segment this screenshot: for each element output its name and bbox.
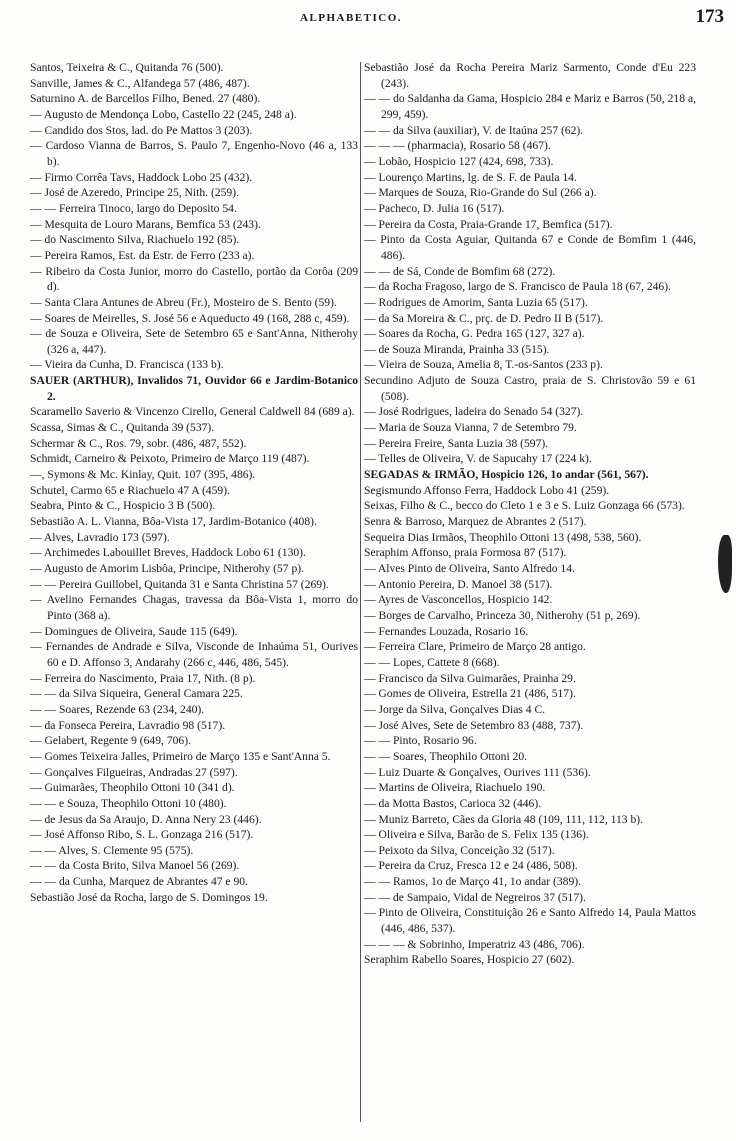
directory-entry: — Vieira de Souza, Amelia 8, T.-os-Santos (233 p).	[364, 358, 603, 372]
directory-entry: — Ribeiro da Costa Junior, morro do Castello, portão da Corôa (209 d).	[30, 264, 358, 294]
directory-entry: — Telles de Oliveira, V. de Sapucahy 17 (224 k).	[364, 452, 592, 466]
directory-entry: — — Ferreira Tinoco, largo do Deposito 54.	[30, 201, 237, 215]
directory-entry: — Santa Clara Antunes de Abreu (Fr.), Mosteiro de S. Bento (59).	[30, 295, 337, 309]
page-header	[0, 6, 736, 32]
column-divider	[360, 62, 361, 1122]
directory-entry: — Oliveira e Silva, Barão de S. Felix 135 (136).	[364, 828, 589, 842]
directory-entry: — — Ramos, 1o de Março 41, 1o andar (389).	[364, 875, 582, 889]
directory-entry: — — Soares, Theophilo Ottoni 20.	[364, 749, 528, 763]
directory-entry: — Domingues de Oliveira, Saude 115 (649).	[30, 624, 238, 638]
directory-entry: — Cardoso Vianna de Barros, S. Paulo 7, Engenho-Novo (46 a, 133 b).	[30, 139, 358, 168]
directory-entry: — Pacheco, D. Julia 16 (517).	[364, 201, 505, 215]
directory-entry: — da Sa Moreira & C., prç. de D. Pedro II B (517).	[364, 311, 604, 325]
directory-entry: — Pereira Ramos, Est. da Estr. de Ferro (233 a).	[30, 248, 255, 262]
directory-entry: — de Souza Miranda, Prainha 33 (515).	[364, 342, 550, 356]
directory-entry: —, Symons & Mc. Kinlay, Quit. 107 (395, 486).	[30, 468, 256, 482]
directory-entry: — José Rodrigues, ladeira do Senado 54 (327).	[364, 405, 584, 419]
directory-entry: — Pinto de Oliveira, Constituição 26 e Santo Alfredo 14, Paula Mattos (446, 486, 537).	[364, 906, 696, 936]
directory-entry: — Maria de Souza Vianna, 7 de Setembro 79.	[364, 421, 577, 435]
directory-entry: — da Fonseca Pereira, Lavradio 98 (517).	[30, 718, 226, 732]
directory-entry: — — da Silva (auxiliar), V. de Itaúna 257 (62).	[364, 123, 584, 137]
directory-entry: — Avelino Fernandes Chagas, travessa da Bôa-Vista 1, morro do Pinto (368 a).	[30, 593, 358, 622]
directory-entry: — de Souza e Oliveira, Sete de Setembro 65 e Sant'Anna, Nitherohy (326 a, 447).	[30, 327, 358, 356]
directory-entry: — — — (pharmacia), Rosario 58 (467).	[364, 139, 551, 153]
directory-entry: Sebastião José da Rocha, largo de S. Domingos 19.	[30, 890, 268, 904]
directory-entry: — Gonçalves Filgueiras, Andradas 27 (597).	[30, 765, 238, 779]
directory-entry: — Lourenço Martins, lg. de S. F. de Paula 14.	[364, 170, 577, 184]
directory-entry: — Mesquita de Louro Marans, Bemfica 53 (243).	[30, 217, 261, 231]
directory-entry: Sebastião José da Rocha Pereira Mariz Sarmento, Conde d'Eu 223 (243).	[364, 61, 696, 90]
directory-entry: — Pereira Freire, Santa Luzia 38 (597).	[364, 436, 549, 450]
directory-entry: — Candido dos Stos, lad. do Pe Mattos 3 (203).	[30, 123, 253, 137]
directory-entry: — da Motta Bastos, Carioca 32 (446).	[364, 796, 542, 810]
directory-entry: Sanville, James & C., Alfandega 57 (486, 487).	[30, 76, 250, 90]
directory-entry: Sequeira Dias Irmãos, Theophilo Ottoni 13 (498, 538, 560).	[364, 530, 642, 544]
directory-entry: — — e Souza, Theophilo Ottoni 10 (480).	[30, 796, 227, 810]
directory-entry: — — do Saldanha da Gama, Hospicio 284 e Mariz e Barros (50, 218 a, 299, 459).	[364, 92, 696, 121]
directory-entry: Schmidt, Carneiro & Peixoto, Primeiro de Março 119 (487).	[30, 452, 310, 466]
page-number: 173	[695, 6, 724, 27]
directory-entry: — — da Silva Siqueira, General Camara 225.	[30, 687, 243, 701]
directory-entry: Schermar & C., Ros. 79, sobr. (486, 487, 552).	[30, 436, 247, 450]
directory-entry: Seabra, Pinto & C., Hospicio 3 B (500).	[30, 499, 216, 513]
directory-entry: — — da Costa Brito, Silva Manoel 56 (269).	[30, 859, 240, 873]
directory-entry: — Gelabert, Regente 9 (649, 706).	[30, 734, 191, 748]
directory-entry: — Muniz Barreto, Cães da Gloria 48 (109, 111, 112, 113 b).	[364, 812, 644, 826]
directory-entry: — José de Azeredo, Principe 25, Nith. (259).	[30, 186, 239, 200]
directory-entry: — Alves Pinto de Oliveira, Santo Alfredo 14.	[364, 562, 575, 575]
directory-entry: — Soares da Rocha, G. Pedra 165 (127, 327 a).	[364, 327, 585, 341]
left-column	[30, 60, 358, 1138]
directory-entry: — Pereira da Costa, Praia-Grande 17, Bemfica (517).	[364, 217, 613, 231]
directory-entry: — Marques de Souza, Rio-Grande do Sul (266 a).	[364, 186, 597, 200]
right-column	[364, 60, 696, 1138]
directory-entry: — Jorge da Silva, Gonçalves Dias 4 C.	[364, 702, 546, 716]
directory-entry: — Fernandes de Andrade e Silva, Visconde de Inhaúma 51, Ourives 60 e D. Affonso 3, Andarahy (266 c, 446, 486, 545).	[30, 640, 358, 669]
directory-entry: — Augusto de Mendonça Lobo, Castello 22 (245, 248 a).	[30, 107, 297, 121]
directory-entry: — Lobão, Hospicio 127 (424, 698, 733).	[364, 154, 554, 168]
directory-entry: Senra & Barroso, Marquez de Abrantes 2 (517).	[364, 515, 587, 529]
directory-entry: — Fernandes Louzada, Rosario 16.	[364, 624, 529, 638]
running-title: ALPHABETICO.	[300, 12, 403, 24]
directory-entry: — José Affonso Ribo, S. L. Gonzaga 216 (517).	[30, 828, 254, 842]
directory-entry: — Rodrigues de Amorim, Santa Luzia 65 (517).	[364, 295, 588, 309]
ink-blot-mark	[718, 535, 732, 593]
directory-entry: Seraphim Affonso, praia Formosa 87 (517).	[364, 546, 567, 560]
directory-entry: — Ferreira Clare, Primeiro de Março 28 antigo.	[364, 640, 586, 654]
directory-entry: — Francisco da Silva Guimarães, Prainha 29.	[364, 671, 576, 685]
directory-entry: — Soares de Meirelles, S. José 56 e Aqueducto 49 (168, 288 c, 459).	[30, 311, 350, 325]
directory-entry: — Augusto de Amorim Lisbôa, Principe, Nitherohy (57 p).	[30, 562, 305, 575]
directory-entry: — Ayres de Vasconcellos, Hospicio 142.	[364, 593, 553, 607]
directory-entry: — — de Sá, Conde de Bomfim 68 (272).	[364, 264, 556, 278]
directory-entry: — — — & Sobrinho, Imperatriz 43 (486, 706).	[364, 937, 585, 951]
directory-entry: — do Nascimento Silva, Riachuelo 192 (85).	[30, 233, 240, 247]
directory-entry: — — Pereira Guillobel, Quitanda 31 e Santa Christina 57 (269).	[30, 577, 329, 591]
directory-entry: — — Pinto, Rosario 96.	[364, 734, 477, 748]
directory-entry: — — de Sampaio, Vidal de Negreiros 37 (517).	[364, 890, 586, 904]
directory-entry: Seixas, Filho & C., becco do Cleto 1 e 3 e S. Luiz Gonzaga 66 (573).	[364, 499, 685, 513]
directory-entry: — da Rocha Fragoso, largo de S. Francisco de Paula 18 (67, 246).	[364, 280, 671, 294]
directory-entry: — Martins de Oliveira, Riachuelo 190.	[364, 781, 546, 795]
directory-entry: — Guimarães, Theophilo Ottoni 10 (341 d).	[30, 781, 235, 795]
directory-entry: — — Alves, S. Clemente 95 (575).	[30, 843, 194, 857]
directory-entry: Schutel, Carmo 65 e Riachuelo 47 A (459).	[30, 483, 230, 497]
directory-entry: — Antonio Pereira, D. Manoel 38 (517).	[364, 577, 553, 591]
directory-entry: — Gomes de Oliveira, Estrella 21 (486, 517).	[364, 687, 576, 701]
directory-entry: — Alves, Lavradio 173 (597).	[30, 530, 170, 544]
directory-entry: — — Lopes, Cattete 8 (668).	[364, 655, 500, 669]
directory-entry: — Luiz Duarte & Gonçalves, Ourives 111 (536).	[364, 765, 591, 779]
directory-entry: Sebastião A. L. Vianna, Bôa-Vista 17, Jardim-Botanico (408).	[30, 515, 317, 529]
directory-entry: — Peixoto da Silva, Conceição 32 (517).	[364, 843, 555, 857]
directory-entry: — de Jesus da Sa Araujo, D. Anna Nery 23 (446).	[30, 812, 262, 826]
directory-entry: — Pinto da Costa Aguiar, Quitanda 67 e Conde de Bomfim 1 (446, 486).	[364, 233, 696, 262]
directory-entry: Scassa, Simas & C., Quitanda 39 (537).	[30, 421, 215, 435]
directory-entry: — José Alves, Sete de Setembro 83 (488, 737).	[364, 718, 584, 732]
directory-entry: — Borges de Carvalho, Princeza 30, Nitherohy (51 p, 269).	[364, 608, 641, 622]
directory-entry: SAUER (ARTHUR), Invalidos 71, Ouvidor 66 e Jardim-Botanico 2.	[30, 374, 358, 403]
directory-entry: Secundino Adjuto de Souza Castro, praia de S. Christovão 59 e 61 (508).	[364, 374, 696, 403]
directory-entry: — Firmo Corrêa Tavs, Haddock Lobo 25 (432).	[30, 170, 253, 184]
directory-entry: — — Soares, Rezende 63 (234, 240).	[30, 702, 205, 716]
directory-entry: — Archimedes Labouillet Breves, Haddock Lobo 61 (130).	[30, 546, 306, 560]
directory-entry: — Vieira da Cunha, D. Francisca (133 b).	[30, 358, 224, 372]
directory-entry: SEGADAS & IRMÃO, Hospicio 126, 1o andar (561, 567).	[364, 468, 649, 482]
directory-entry: — Ferreira do Nascimento, Praia 17, Nith. (8 p).	[30, 671, 256, 685]
directory-entry: Saturnino A. de Barcellos Filho, Bened. 27 (480).	[30, 92, 261, 106]
directory-entry: — — da Cunha, Marquez de Abrantes 47 e 90.	[30, 875, 248, 889]
directory-entry: Scaramello Saverio & Vincenzo Cirello, General Caldwell 84 (689 a).	[30, 405, 355, 419]
directory-entry: Seraphim Rabello Soares, Hospicio 27 (602).	[364, 953, 575, 967]
directory-entry: Santos, Teixeira & C., Quitanda 76 (500).	[30, 61, 224, 74]
directory-entry: — Gomes Teixeira Jalles, Primeiro de Março 135 e Sant'Anna 5.	[30, 749, 331, 763]
directory-entry: Segismundo Affonso Ferra, Haddock Lobo 41 (259).	[364, 483, 610, 497]
directory-entry: — Pereira da Cruz, Fresca 12 e 24 (486, 508).	[364, 859, 578, 873]
